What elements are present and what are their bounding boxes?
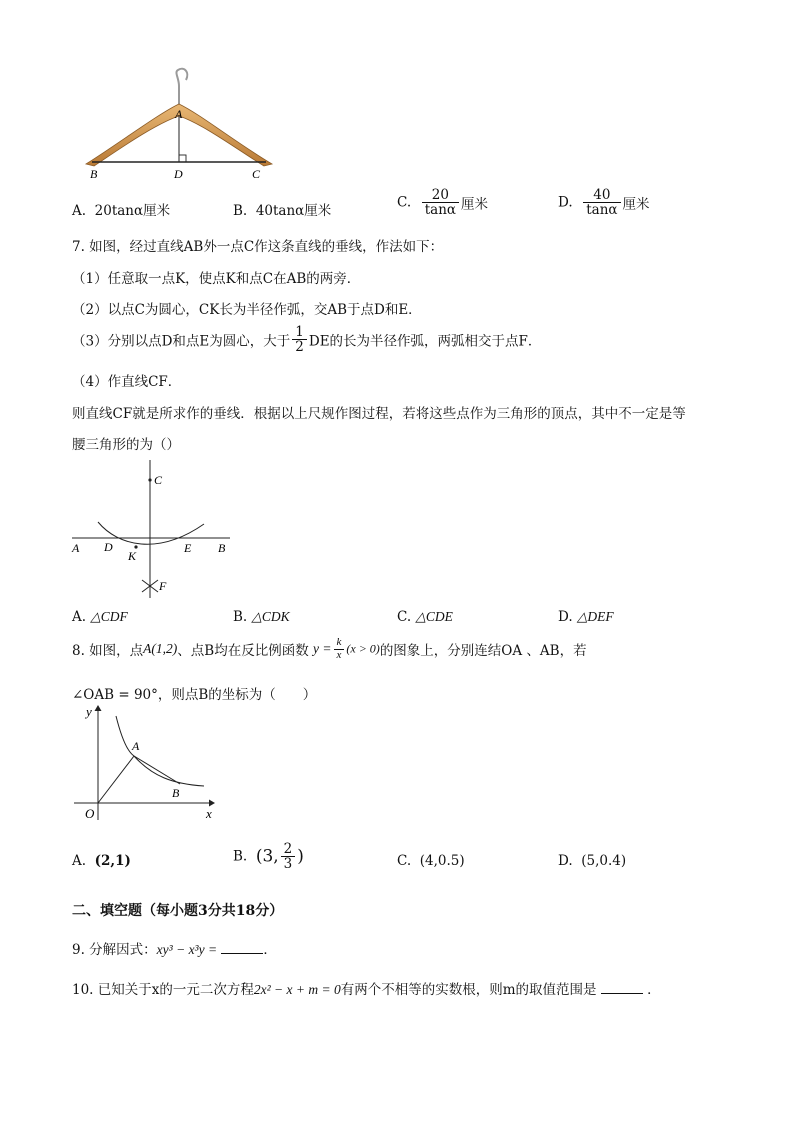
q6-option-a[interactable]: A. 20tanα厘米 <box>72 203 171 219</box>
q7-option-c[interactable]: C. △CDE <box>397 609 453 625</box>
q7-option-d[interactable]: D. △DEF <box>558 609 614 625</box>
q10-answer-blank[interactable] <box>601 981 643 994</box>
q7-intro: 7. 如图，经过直线AB外一点C作这条直线的垂线，作法如下： <box>72 239 444 255</box>
hyperbola <box>116 716 204 786</box>
q8-option-b-fraction: $\frac{2}{3}$ <box>281 842 296 871</box>
q6-option-b[interactable]: B. 40tanα厘米 <box>233 203 332 219</box>
q10-line: 10. 已知关于x的一元二次方程2x² − x + m = 0有两个不相等的实数根，则m的取值范围是 ． <box>72 982 661 998</box>
q6-option-c[interactable]: C. $\frac{20}{\tan\alpha}$ 厘米 <box>397 187 489 219</box>
q7-construction-figure <box>68 458 238 603</box>
label-d: D <box>104 540 113 554</box>
section-fill-in-title: 二、填空题（每小题3分共18分） <box>72 903 284 919</box>
q6-option-d-fraction: $\frac{40}{\tan\alpha}$ <box>583 188 620 217</box>
right-angle-mark <box>179 155 186 162</box>
label-f: F <box>159 579 167 593</box>
q8-option-d[interactable]: D. (5,0.4) <box>558 853 627 869</box>
q7-step3: （3）分别以点D和点E为圆心，大于 $\frac{1}{2}$ DE的长为半径作弧，两弧相交于点F． <box>72 324 542 356</box>
q7-step1: （1）任意取一点K，使点K和点C在AB的两旁． <box>72 271 361 287</box>
label-y: y <box>86 704 92 719</box>
label-o: O <box>85 806 95 821</box>
q8-line2: ∠OAB = 90°，则点B的坐标为（ ） <box>72 687 317 703</box>
label-x: x <box>206 806 212 821</box>
q9-line: 9. 分解因式：xy³ − x³y = ． <box>72 942 277 958</box>
q6-option-c-fraction: $\frac{20}{\tan\alpha}$ <box>422 188 459 217</box>
q8-option-b[interactable]: B. (3, $\frac{2}{3}$ ) <box>233 841 304 873</box>
label-c: C <box>252 167 261 181</box>
label-a: A <box>72 541 80 555</box>
point-c <box>148 478 151 481</box>
q8-graph-figure <box>72 702 222 827</box>
hanger-hook <box>176 69 187 106</box>
segment-oa <box>98 756 134 803</box>
label-b: B <box>90 167 98 181</box>
q7-option-a[interactable]: A. △CDF <box>72 609 128 625</box>
q6-option-d[interactable]: D. $\frac{40}{\tan\alpha}$ 厘米 <box>558 187 650 219</box>
label-a: A <box>132 739 140 753</box>
q7-conclusion-line2: 腰三角形的为（） <box>72 437 180 453</box>
q7-step2: （2）以点C为圆心，CK长为半径作弧，交AB于点D和E． <box>72 302 422 318</box>
label-e: E <box>184 541 192 555</box>
label-d: D <box>174 167 183 181</box>
hanger-figure <box>78 64 278 184</box>
q7-option-b[interactable]: B. △CDK <box>233 609 290 625</box>
label-a: A <box>175 107 183 121</box>
label-k: K <box>128 549 137 563</box>
q8-option-c[interactable]: C. (4,0.5) <box>397 853 465 869</box>
q7-step4: （4）作直线CF． <box>72 374 182 390</box>
q7-half-fraction: $\frac{1}{2}$ <box>292 325 307 354</box>
label-b: B <box>218 541 226 555</box>
q9-answer-blank[interactable] <box>221 941 263 954</box>
q7-conclusion-line1: 则直线CF就是所求作的垂线．根据以上尺规作图过程，若将这些点作为三角形的顶点，其中不一定是等 <box>72 406 686 422</box>
q8-option-a[interactable]: A. (2,1) <box>72 853 131 869</box>
q8-k-over-x: $\frac{k}{x}$ <box>334 637 345 661</box>
segment-ab <box>134 756 180 784</box>
label-b: B <box>172 786 180 800</box>
q8-line1: 8. 如图，点A(1,2)、点B均在反比例函数 y = $\frac{k}{x}$ (x > 0)的图象上，分别连结OA 、AB，若 <box>72 636 587 661</box>
label-c: C <box>154 473 163 487</box>
